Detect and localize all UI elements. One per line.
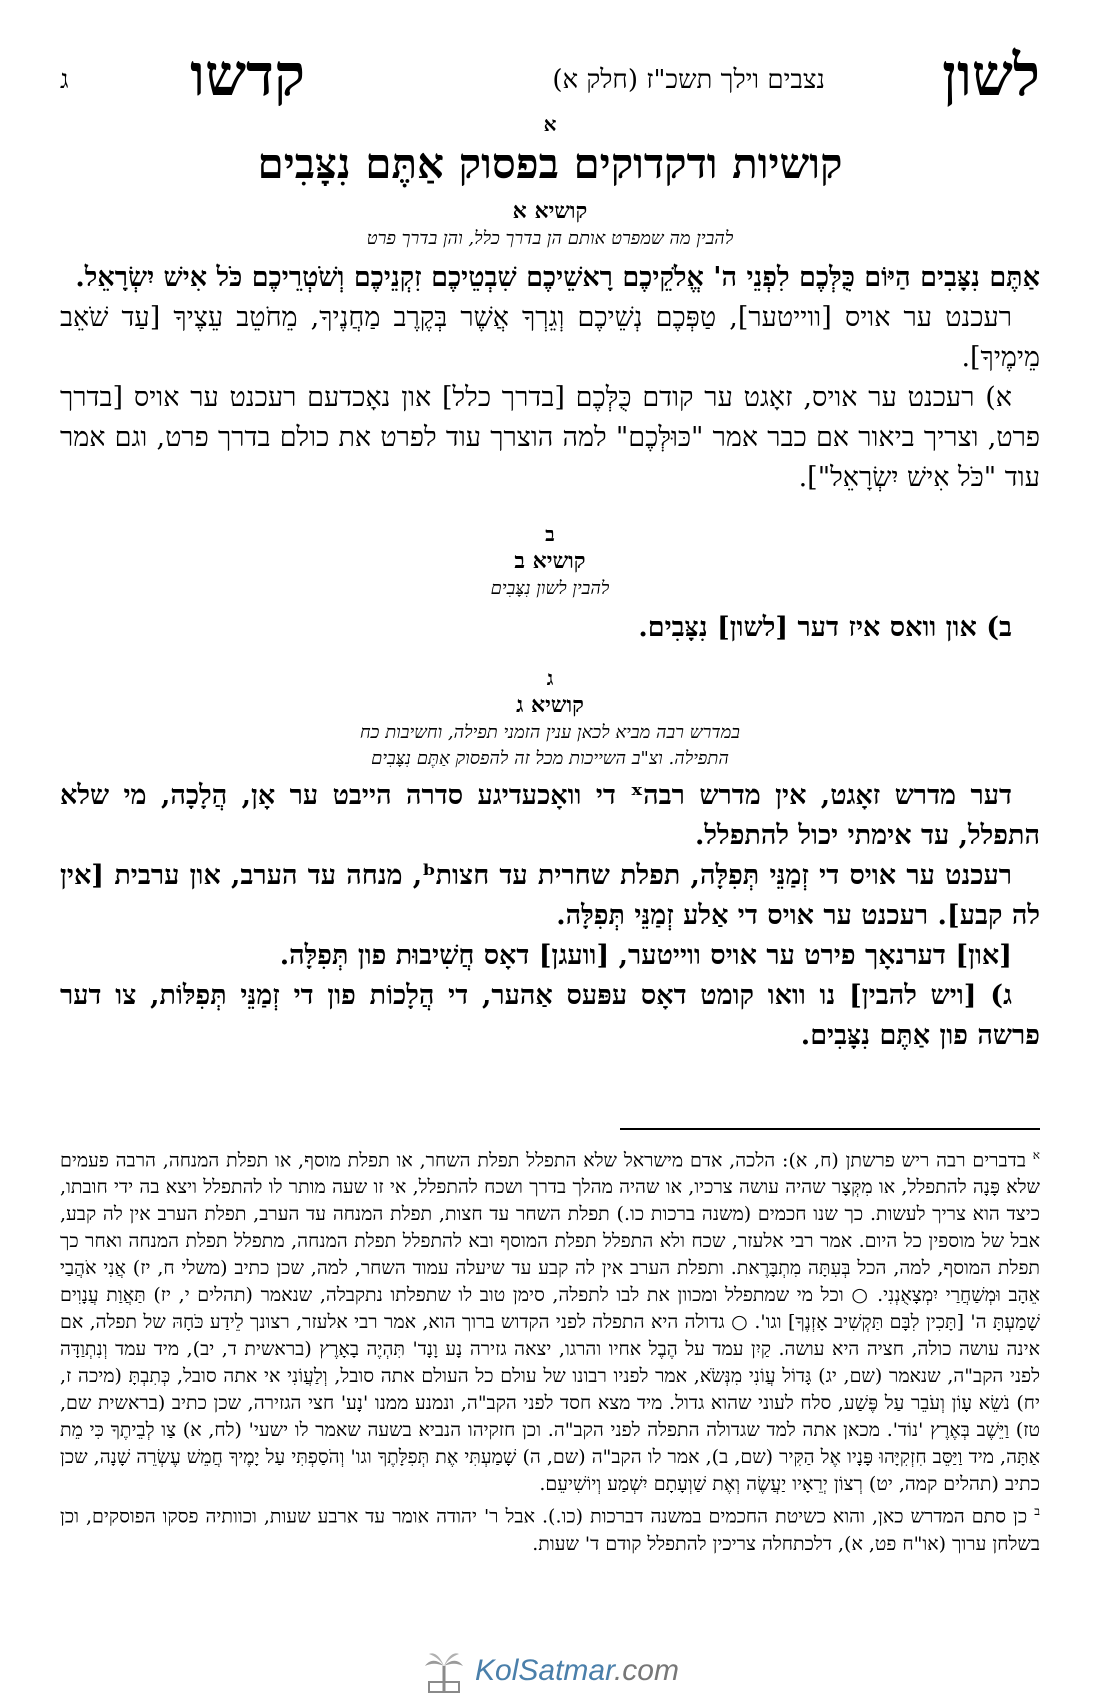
section-1-letter: א (543, 112, 557, 136)
watermark-logo (0, 1648, 1100, 1694)
footnote-b (60, 1498, 1040, 1557)
kushya-1-subtitle: להבין מה שמפרט אותם הן בדרך כלל, והן בדרך פרט (366, 228, 734, 249)
watermark-text: KolSatmar.com (475, 1654, 679, 1687)
verse-text: אַתֶּם נִצָּבִים הַיּוֹם כֻּלְּכֶם לִפְנֵי ה' אֱלֹקֵיכֶם רָאשֵׁיכֶם שִׁבְטֵיכֶם זִקְנֵיכֶם וְשֹׁטְרֵיכֶם כֹּל אִישׁ יִשְׂרָאֵל. (75, 262, 1040, 293)
paragraph-2: ב) און וואס איז דער [לשון] נִצָּבִים. (638, 612, 1012, 643)
header-title-right: לשון (942, 41, 1040, 109)
kushya-2-subtitle: להבין לשון נִצָּבִים (490, 578, 610, 599)
kushya-1-heading: קושיא א (512, 198, 588, 224)
footnote-a-marker: א (1032, 1148, 1040, 1162)
paragraph-1c: א) רעכנט ער אויס, זאָגט ער קודם כֻּלְּכֶם [בדרך כלל] און נאָכדעם רעכנט ער אויס [בדרך פרט, וצריך ביאור אם כבר אמר "כּוּלְּכֶם" למה הוצרך עוד לפרט את כולם בדרך פרט, וגם אמר עוד "כֹּל אִישׁ יִשְׂרָאֵל"]. (60, 382, 1040, 493)
footnotes (60, 1142, 1040, 1558)
section-2-letter: ב (545, 522, 555, 546)
footnote-b-text: כן סתם המדרש כאן, והוא כשיטת החכמים במשנה דברכות (כו.). אבל ר' יהודה אומר עד ארבע שעות, וכוותיה פסקו הפוסקים, וכן בשלחן ערוך (או"ח פט, א), דלכתחלה צריכין להתפלל קודם ד' שעות. (60, 1505, 1040, 1555)
body-content (60, 112, 1040, 1056)
section-3-letter: ג (546, 666, 554, 690)
kushya-2-heading: קושיא ב (514, 548, 586, 574)
page-number: ג (60, 65, 69, 95)
footnote-a-text: בדברים רבה ריש פרשתן (ח, א): הלכה, אדם מישראל שלא התפלל תפלת השחר, או תפלת מוסף, או תפלת המנחה, הרבה פעמים שלא פָּנָה להתפלל, או מִקְּצָר שהיה עושה צרכיו, או שהיה מהלך בדרך ושכח להתפלל, אי זו שעה מותר לו להתפלל ויצא בה ידי חובתו, כיצד הוא צריך לעשות. כך שנו חכמים (משנה ברכות כו.) תפלת השחר עד חצות, תפלת המנחה עד הערב, תפלת הערב אין לה קבע, אבל של מוספין כל היום. אמר רבי אלעזר, שכח ולא התפלל תפלת המוסף ובא להתפלל תפלת המנחה, מתפלל תפלת המנחה ואחר כך תפלת המוסף, למה, הכל בְּעִתָּה מִתְבָּרֶאת. ותפלת הערב אין לה קבע עד שיעלה עמוד השחר, למה, שכן כתיב (משלי ח, יז) אֲנִי אֹהֲבַי אֵהָב וּמְשַׁחֲרַי יִמְצָאֻנְנִי. ○ וכל מי שמתפלל ומכוון את לבו לתפלה, סימן טוב לו שתפלתו נתקבלה, שנאמר (תהלים י, יז) תַּאֲוַת עֲנָוִים שָׁמַעְתָּ ה' [תָּכִין לִבָּם תַּקְשִׁיב אָזְנֶךָ] וגו'. ○ גדולה היא התפלה לפני הקדוש ברוך הוא, אמר רבי אלעזר, רצונך לֵידַע כֹּחָהּ של תפלה, אם אינה עושה כולה, חציה היא עושה. קַיִן עמד על הֶבֶל אחיו והרגו, יצאה גזירה נָע וָנָד' תִּהְיֶה בָאָרֶץ (בראשית ד, יב), מיד עמד וְנִתְוַדָּה לפני הקב"ה, שנאמר (שם, יג) גָּדוֹל עֲוֹנִי מִנְּשֹׂא, אמר לפניו רבונו של עולם כל העולם אתה סובל, וְלַעֲוֹנִי אי אתה סובל, כְּתִבְתָּ (מיכה ז, יח) נֹשֵׂא עָוֹן וְעֹבֵר עַל פֶּשַׁע, סלח לעוני שהוא גדול. מיד מצא חסד לפני הקב"ה, ונמנע ממנו 'נָע' חצי הגזירה, שכן כתיב (בראשית שם, טז) וַיֵּשֶׁב בְּאֶרֶץ 'נוֹד'. מכאן אתה למד שגדולה התפלה לפני הקב"ה. וכן חזקיהו הנביא בשעה שאמר לו ישעי' (לח, א) צַו לְבֵיתֶךָ כִּי מֵת אַתָּה, מיד וַיַּסֵּב חִזְקִיָּהוּ פָּנָיו אֶל הַקִּיר (שם, ב), אמר לו הקב"ה (שם, ה) שָׁמַעְתִּי אֶת תְּפִלָּתֶךָ וגו' וְהֹסַפְתִּי עַל יָמֶיךָ חֲמֵשׁ עֶשְׂרֵה שָׁנָה, שכן כתיב (תהלים קמה, יט) רְצוֹן יְרֵאָיו יַעֲשֶׂה וְאֶת שַׁוְעָתָם יִשְׁמַע וְיוֹשִׁיעֵם. (60, 1149, 1040, 1496)
paragraph-3b: רעכנט ער אויס די זְמַנֵּי תְּפִלָּה, תפלת שחרית עד חצותᵇ, מנחה עד הערב, און ערבית [אין לה קבע]. רעכנט ער אויס די אַלע זְמַנֵּי תְּפִלָּה. (60, 860, 1040, 931)
footnote-a (60, 1142, 1040, 1498)
page-header (60, 40, 1040, 120)
footnote-b-marker: ב (1034, 1504, 1041, 1519)
kushya-3-subtitle-line-1: במדרש רבה מביא לכאן ענין הזמני תפילה, וחשיבות כח (360, 722, 740, 743)
header-title-left: קדשו (190, 41, 305, 109)
paragraph-3c: [און] דערנאָך פירט ער אויס ווייטער, [וועגן] דאָס חֲשִׁיבוּת פון תְּפִלָּה. (279, 940, 1012, 971)
palm-tree-icon (421, 1648, 467, 1694)
main-title: קושיות ודקדוקים בפסוק אַתֶּם נִצָּבִים (257, 139, 843, 188)
paragraph-3d: ג) [ויש להבין] נו וואו קומט דאָס עפּעס אַהער, די הֲלָכוֹת פון די זְמַנֵּי תְּפִלּוֹת, צו דער פרשה פון אַתֶּם נִצָּבִים. (60, 980, 1040, 1051)
kushya-3-subtitle-line-2: התפילה. וצ"ב השייכות מכל זה להפסוק אַתֶּם נִצָּבִים (371, 748, 729, 769)
footnote-divider (620, 1128, 1040, 1130)
kushya-3-heading: קושיא ג (516, 692, 584, 718)
header-subtitle: נצבים וילך תשכ"ז (חלק א) (552, 65, 825, 95)
paragraph-3a: דער מדרש זאָגט, אין מדרש רבהˣ די וואָכעדיגע סדרה הייבט ער אָן, הֲלָכָה, מי שלא התפלל, עד אימתי יכול להתפלל. (60, 780, 1040, 851)
paragraph-1b: רעכנט ער אויס [ווייטער], טַפְּכֶם נְשֵׁיכֶם וְגֵרְךָ אֲשֶׁר בְּקֶרֶב מַחֲנֶיךָ, מֵחֹטֵב עֵצֶיךָ [עַד שֹׁאֵב מֵימֶיךָ]. (60, 302, 1040, 373)
